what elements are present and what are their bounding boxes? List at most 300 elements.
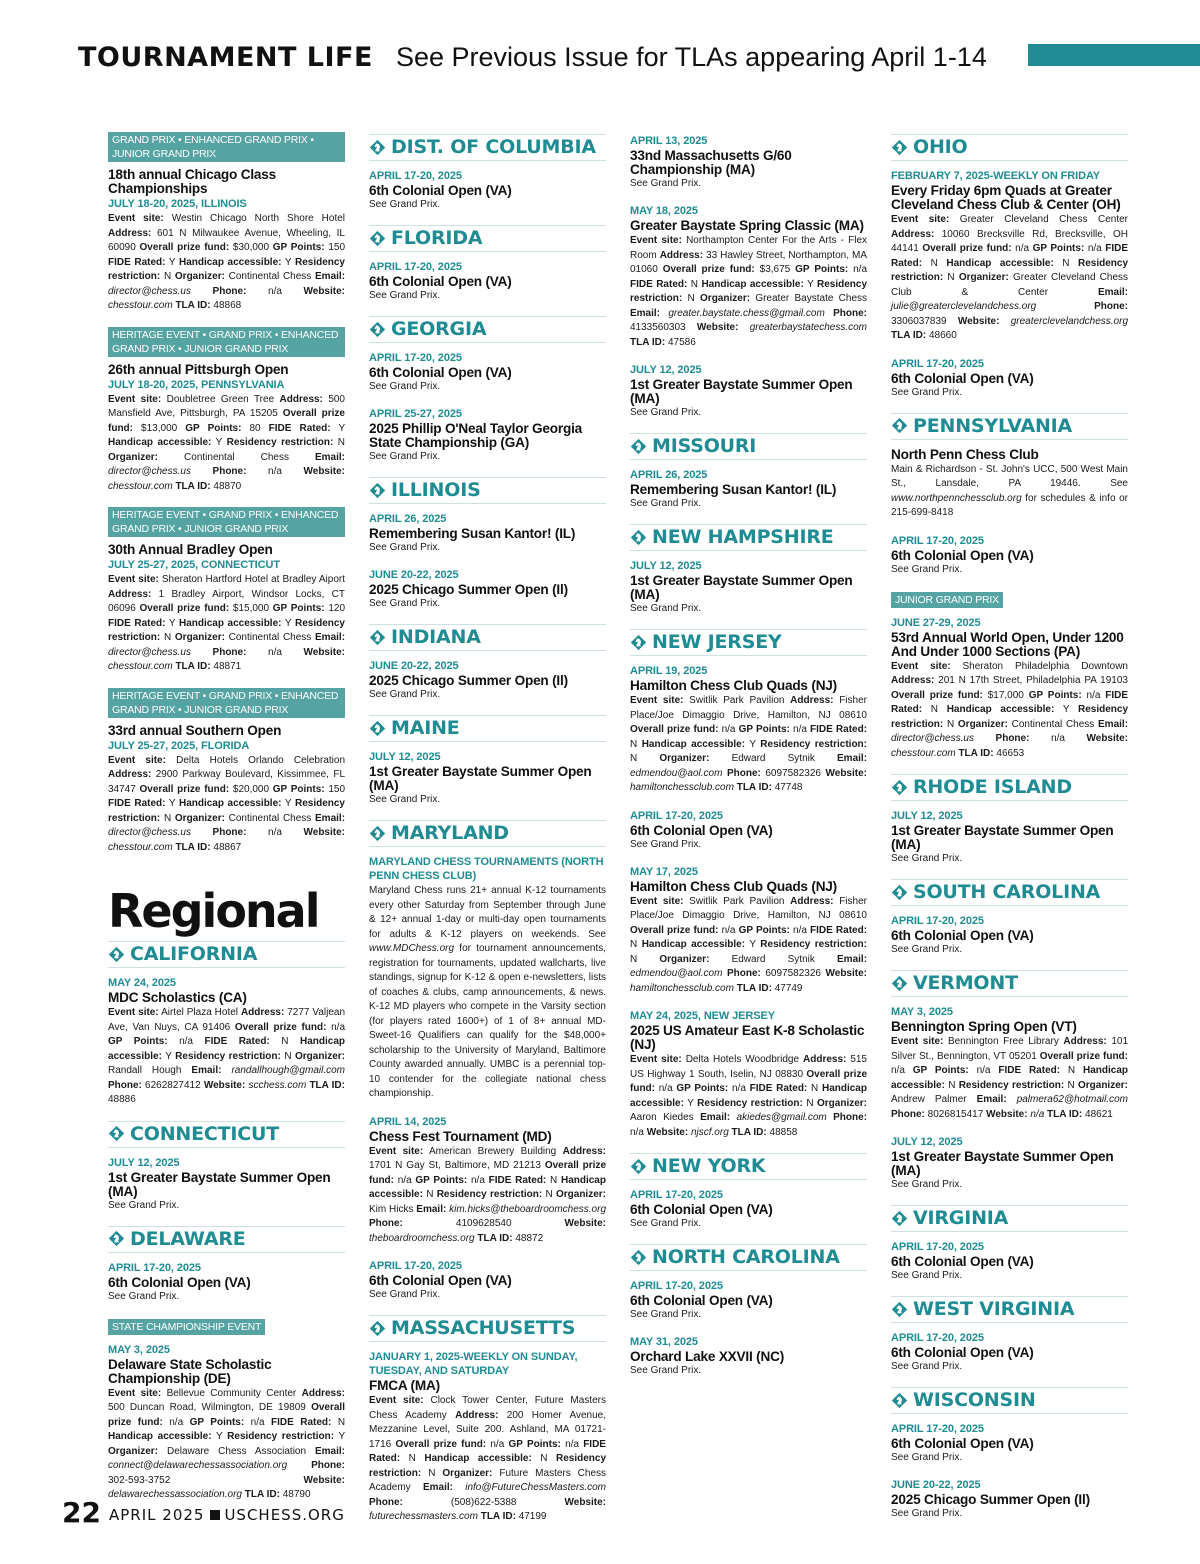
label-residency: Residency restriction: bbox=[891, 704, 1129, 730]
label-residency: Residency restriction: bbox=[760, 738, 867, 750]
value-organizer: Continental Chess bbox=[228, 632, 312, 643]
event-date: MAY 24, 2025, NEW JERSEY bbox=[630, 1010, 775, 1022]
event-date: JULY 25-27, 2025, CONNECTICUT bbox=[108, 559, 280, 571]
grand-prix-entry bbox=[108, 132, 345, 314]
see-grand-prix: See Grand Prix. bbox=[630, 498, 702, 509]
value-handicap: Y bbox=[216, 1431, 223, 1442]
value-handicap: N bbox=[948, 1079, 956, 1091]
event-title: North Penn Chess Club bbox=[891, 446, 1039, 462]
event-date: JULY 12, 2025 bbox=[891, 810, 963, 822]
event-entry bbox=[891, 534, 1128, 577]
event-entry bbox=[630, 204, 867, 350]
value-email[interactable]: julie@greaterclevelandchess.org bbox=[891, 301, 1037, 312]
description-text-cont: for schedules & info or 215-699-8418 bbox=[891, 492, 1129, 518]
value-residency: N bbox=[163, 271, 172, 282]
grand-prix-entry bbox=[108, 688, 345, 856]
value-site: American Brewery Building bbox=[429, 1145, 557, 1157]
event-date: APRIL 17-20, 2025 bbox=[630, 1189, 723, 1201]
value-address: 500 Duncan Road, Wilmington, DE 19809 bbox=[108, 1402, 306, 1413]
event-date: APRIL 19, 2025 bbox=[630, 665, 708, 677]
value-handicap: Y bbox=[284, 256, 292, 268]
event-title: MDC Scholastics (CA) bbox=[108, 990, 247, 1005]
label-residency: Residency restriction: bbox=[630, 278, 868, 304]
value-site: Westin Chicago North Shore Hotel bbox=[171, 213, 345, 224]
label-organizer: Organizer: bbox=[958, 272, 1009, 283]
state-name: SOUTH CAROLINA bbox=[913, 881, 1101, 903]
value-website[interactable]: futurechessmasters.com bbox=[369, 1511, 478, 1522]
see-grand-prix: See Grand Prix. bbox=[108, 1290, 180, 1302]
value-gp: n/a bbox=[976, 1065, 991, 1076]
value-gp: n/a bbox=[1087, 243, 1102, 254]
value-website[interactable]: theboardroomchess.org bbox=[369, 1232, 475, 1244]
event-date: APRIL 17-20, 2025 bbox=[369, 170, 462, 182]
value-address: 601 N Milwaukee Avenue, Wheeling, IL 60090 bbox=[108, 227, 345, 253]
label-email: Email: bbox=[700, 1112, 731, 1123]
value-email[interactable]: randallhough@gmail.com bbox=[231, 1065, 345, 1076]
value-residency: N bbox=[806, 1097, 814, 1109]
label-fide-rated: FIDE Rated: bbox=[488, 1174, 547, 1186]
value-residency: N bbox=[163, 812, 172, 824]
chess-knight-diamond-icon bbox=[891, 884, 908, 901]
event-date: APRIL 26, 2025 bbox=[630, 469, 708, 481]
label-organizer: Organizer: bbox=[295, 1050, 346, 1062]
state-header bbox=[369, 715, 606, 742]
value-gp: n/a bbox=[565, 1438, 579, 1450]
value-residency: N bbox=[545, 1189, 553, 1200]
label-email: Email: bbox=[191, 1065, 222, 1076]
label-address: Address: bbox=[891, 228, 935, 240]
value-email[interactable]: greater.baystate.chess@gmail.com bbox=[668, 307, 825, 319]
see-grand-prix: See Grand Prix. bbox=[630, 603, 702, 614]
label-event-site: Event site: bbox=[108, 1387, 162, 1399]
value-handicap: N bbox=[540, 1453, 548, 1464]
value-fide: N bbox=[811, 1083, 819, 1094]
event-entry bbox=[369, 1259, 606, 1302]
label-gp-points: GP Points: bbox=[272, 603, 325, 614]
value-tla: 46653 bbox=[996, 747, 1025, 759]
label-website: Website: bbox=[825, 767, 867, 779]
state-header bbox=[891, 1387, 1128, 1414]
label-phone: Phone: bbox=[311, 1460, 345, 1471]
event-title: 2025 Chicago Summer Open (Il) bbox=[369, 582, 568, 597]
state-name: MAINE bbox=[391, 717, 460, 739]
value-website[interactable]: hamiltonchessclub.com bbox=[630, 982, 734, 994]
label-email: Email: bbox=[630, 307, 661, 319]
state-north-carolina bbox=[630, 1244, 867, 1378]
value-handicap: Y bbox=[284, 798, 292, 809]
label-fide-rated: FIDE Rated: bbox=[108, 617, 166, 629]
value-email[interactable]: kim.hicks@theboardroomchess.org bbox=[449, 1203, 607, 1215]
value-fide: N bbox=[630, 939, 638, 950]
event-title: 1st Greater Baystate Summer Open (MA) bbox=[369, 764, 592, 793]
event-entry bbox=[891, 809, 1128, 866]
chess-knight-diamond-icon bbox=[891, 417, 908, 434]
value-website[interactable]: greaterbaystatechess.com bbox=[749, 322, 867, 333]
event-entry bbox=[891, 357, 1128, 400]
chess-knight-diamond-icon bbox=[630, 634, 647, 651]
label-organizer: Organizer: bbox=[659, 953, 710, 965]
state-header bbox=[630, 433, 867, 460]
label-website: Website: bbox=[303, 646, 345, 658]
value-website[interactable]: delawarechessassociation.org bbox=[108, 1489, 242, 1500]
label-handicap: Handicap accessible: bbox=[946, 704, 1055, 715]
event-date: JULY 12, 2025 bbox=[369, 751, 441, 763]
value-tla: 47748 bbox=[774, 782, 803, 793]
label-event-site: Event site: bbox=[369, 1395, 424, 1406]
state-header bbox=[891, 1205, 1128, 1232]
state-header bbox=[630, 1244, 867, 1271]
value-tla: 48858 bbox=[769, 1126, 798, 1138]
value-organizer: Continental Chess bbox=[228, 271, 312, 282]
see-grand-prix: See Grand Prix. bbox=[630, 1309, 702, 1320]
see-grand-prix: See Grand Prix. bbox=[369, 199, 441, 210]
label-gp-points: GP Points: bbox=[1028, 689, 1082, 701]
event-entry bbox=[630, 363, 867, 420]
event-title: Hamilton Chess Club Quads (NJ) bbox=[630, 678, 837, 693]
value-prize: n/a bbox=[1015, 243, 1030, 254]
value-website[interactable]: scchess.com bbox=[248, 1079, 307, 1091]
value-phone: 6262827412 bbox=[145, 1079, 201, 1091]
state-georgia bbox=[369, 316, 606, 464]
state-name: MISSOURI bbox=[652, 435, 757, 457]
see-grand-prix: See Grand Prix. bbox=[891, 1179, 963, 1190]
value-organizer: Continental Chess bbox=[1011, 718, 1095, 730]
value-fide: N bbox=[337, 1416, 346, 1428]
label-phone: Phone: bbox=[369, 1218, 403, 1229]
event-title: 26th annual Pittsburgh Open bbox=[108, 361, 289, 377]
label-website: Website: bbox=[1086, 733, 1128, 744]
event-date: MAY 24, 2025 bbox=[108, 977, 176, 989]
state-header bbox=[369, 134, 606, 161]
label-handicap: Handicap accessible: bbox=[630, 1083, 867, 1109]
label-gp-points: GP Points: bbox=[795, 264, 849, 275]
value-residency: N bbox=[687, 293, 695, 304]
label-email: Email: bbox=[1098, 286, 1129, 298]
label-event-site: Event site: bbox=[891, 214, 950, 225]
event-entry bbox=[630, 1335, 867, 1378]
event-details bbox=[108, 754, 345, 856]
event-date: JULY 18-20, 2025, ILLINOIS bbox=[108, 198, 247, 210]
event-entry bbox=[891, 448, 1128, 521]
value-handicap: Y bbox=[807, 278, 814, 290]
value-email[interactable]: director@chess.us bbox=[891, 733, 974, 744]
label-prize-fund: Overall prize fund: bbox=[139, 242, 230, 253]
see-grand-prix: See Grand Prix. bbox=[891, 1361, 963, 1372]
value-prize: n/a bbox=[331, 1021, 346, 1033]
label-handicap: Handicap accessible: bbox=[424, 1453, 532, 1464]
label-organizer: Organizer: bbox=[442, 1467, 493, 1479]
value-fide: N bbox=[930, 257, 938, 269]
event-date: APRIL 13, 2025 bbox=[630, 135, 708, 147]
label-fide-rated: FIDE Rated: bbox=[630, 278, 688, 290]
state-name: NEW JERSEY bbox=[652, 631, 782, 653]
label-email: Email: bbox=[422, 1482, 453, 1493]
label-event-site: Event site: bbox=[630, 1054, 682, 1065]
value-tla: 48621 bbox=[1085, 1108, 1113, 1120]
value-gp: n/a bbox=[471, 1174, 485, 1186]
value-residency: N bbox=[1067, 1079, 1075, 1091]
event-date: MARYLAND CHESS TOURNAMENTS (NORTH PENN CHESS CLUB) bbox=[369, 856, 604, 882]
label-email: Email: bbox=[315, 1445, 346, 1457]
event-badge: GRAND PRIX • ENHANCED GRAND PRIX • JUNIOR GRAND PRIX bbox=[108, 132, 345, 162]
value-email[interactable]: info@FutureChessMasters.com bbox=[465, 1482, 606, 1493]
label-website: Website: bbox=[303, 466, 345, 477]
chess-knight-diamond-icon bbox=[369, 482, 386, 499]
value-website[interactable]: njscf.org bbox=[690, 1126, 729, 1138]
event-date: JULY 12, 2025 bbox=[891, 1136, 963, 1148]
value-prize: $13,000 bbox=[141, 422, 178, 434]
value-site: Delta Hotels Orlando Celebration bbox=[176, 754, 346, 766]
state-west-virginia bbox=[891, 1296, 1128, 1374]
event-title: Remembering Susan Kantor! (IL) bbox=[369, 526, 576, 541]
value-website[interactable]: hamiltonchessclub.com bbox=[630, 782, 734, 793]
value-prize: $30,000 bbox=[232, 242, 270, 253]
value-residency: N bbox=[947, 272, 955, 283]
event-title: Chess Fest Tournament (MD) bbox=[369, 1128, 552, 1144]
see-grand-prix: See Grand Prix. bbox=[630, 178, 702, 189]
value-email[interactable]: connect@delawarechessassociation.org bbox=[108, 1460, 288, 1471]
see-grand-prix: See Grand Prix. bbox=[369, 1289, 441, 1300]
value-email[interactable]: akiedes@gmail.com bbox=[736, 1112, 827, 1123]
see-grand-prix: See Grand Prix. bbox=[891, 386, 963, 398]
value-handicap: Y bbox=[165, 1050, 172, 1062]
event-date: APRIL 26, 2025 bbox=[369, 513, 447, 525]
see-grand-prix: See Grand Prix. bbox=[891, 563, 963, 575]
value-site: Clock Tower Center, Future Masters Chess Academy bbox=[369, 1395, 606, 1421]
see-grand-prix: See Grand Prix. bbox=[369, 542, 441, 553]
event-badge: HERITAGE EVENT • GRAND PRIX • ENHANCED GRAND PRIX • JUNIOR GRAND PRIX bbox=[108, 507, 345, 537]
state-header bbox=[369, 624, 606, 651]
value-email[interactable]: director@chess.us bbox=[108, 466, 191, 477]
state-florida bbox=[369, 225, 606, 303]
event-date: APRIL 17-20, 2025 bbox=[891, 1332, 984, 1344]
state-name: VERMONT bbox=[913, 972, 1018, 994]
label-phone: Phone: bbox=[995, 733, 1030, 744]
label-website: Website: bbox=[986, 1108, 1028, 1120]
label-email: Email: bbox=[315, 451, 346, 463]
value-organizer: Greater Baystate Chess bbox=[755, 293, 868, 304]
event-date: APRIL 25-27, 2025 bbox=[369, 408, 462, 420]
value-fide: N bbox=[930, 704, 939, 715]
label-residency: Residency restriction: bbox=[369, 1453, 607, 1479]
label-gp-points: GP Points: bbox=[738, 724, 790, 735]
event-details bbox=[369, 1145, 606, 1247]
value-email[interactable]: director@chess.us bbox=[108, 285, 191, 297]
label-residency: Residency restriction: bbox=[108, 798, 345, 824]
event-description bbox=[891, 463, 1128, 521]
label-tla-id: TLA ID: bbox=[477, 1232, 513, 1244]
state-name: NORTH CAROLINA bbox=[652, 1246, 840, 1268]
value-gp: 150 bbox=[328, 242, 346, 253]
event-entry bbox=[891, 914, 1128, 957]
event-entry bbox=[891, 1135, 1128, 1192]
label-prize-fund: Overall prize fund: bbox=[630, 724, 719, 735]
label-event-site: Event site: bbox=[630, 695, 684, 706]
value-organizer: Delaware Chess Association bbox=[166, 1445, 307, 1457]
issue-line bbox=[109, 1506, 345, 1524]
see-grand-prix: See Grand Prix. bbox=[108, 1199, 180, 1211]
label-gp-points: GP Points: bbox=[108, 1036, 168, 1047]
value-website[interactable]: chesstour.com bbox=[108, 841, 173, 853]
state-header bbox=[369, 1315, 606, 1342]
event-details bbox=[108, 212, 345, 314]
event-date: MAY 3, 2025 bbox=[108, 1343, 170, 1356]
event-entry bbox=[369, 1115, 606, 1247]
label-residency: Residency restriction: bbox=[227, 1431, 335, 1442]
label-phone: Phone: bbox=[833, 307, 868, 319]
value-tla: 47749 bbox=[774, 982, 803, 994]
value-website[interactable]: chesstour.com bbox=[108, 661, 173, 672]
label-residency: Residency restriction: bbox=[175, 1050, 281, 1062]
value-tla: 48871 bbox=[213, 661, 242, 672]
state-header bbox=[891, 774, 1128, 801]
state-delaware bbox=[108, 1226, 345, 1503]
label-handicap: Handicap accessible: bbox=[108, 1036, 346, 1062]
event-date: JULY 12, 2025 bbox=[630, 364, 702, 376]
chess-knight-diamond-icon bbox=[108, 946, 125, 963]
value-gp: n/a bbox=[179, 1036, 193, 1047]
value-prize: n/a bbox=[397, 1174, 412, 1186]
label-residency: Residency restriction: bbox=[226, 437, 334, 448]
event-details bbox=[630, 234, 867, 350]
state-name: OHIO bbox=[913, 136, 968, 158]
label-prize-fund: Overall prize fund: bbox=[630, 924, 719, 936]
label-event-site: Event site: bbox=[108, 393, 162, 405]
label-gp-points: GP Points: bbox=[1032, 243, 1085, 254]
label-residency: Residency restriction: bbox=[436, 1189, 543, 1200]
value-residency: N bbox=[284, 1050, 292, 1062]
state-header bbox=[630, 629, 867, 656]
value-organizer: Aaron Kiedes bbox=[630, 1112, 694, 1123]
label-tla-id: TLA ID: bbox=[175, 480, 211, 492]
event-date: JUNE 27-29, 2025 bbox=[891, 616, 981, 629]
state-header bbox=[369, 477, 606, 504]
label-handicap: Handicap accessible: bbox=[641, 939, 746, 950]
event-title: 18th annual Chicago Class Championships bbox=[108, 167, 276, 196]
value-email[interactable]: director@chess.us bbox=[108, 827, 191, 838]
state-name: CONNECTICUT bbox=[130, 1122, 279, 1145]
separator-square bbox=[210, 1510, 220, 1520]
value-address: 200 Homer Avenue, Mezzanine Level, Suite 200. Ashland, MA 01721-1716 bbox=[369, 1409, 607, 1450]
value-fide: Y bbox=[338, 422, 345, 434]
chess-knight-diamond-icon bbox=[630, 438, 647, 455]
description-link[interactable]: www.MDChess.org bbox=[369, 943, 455, 954]
value-email[interactable]: director@chess.us bbox=[108, 646, 191, 658]
label-prize-fund: Overall prize fund: bbox=[891, 689, 983, 701]
see-grand-prix: See Grand Prix. bbox=[630, 407, 702, 418]
value-email[interactable]: edmendou@aol.com bbox=[630, 767, 723, 779]
event-title: 6th Colonial Open (VA) bbox=[630, 1293, 773, 1308]
label-fide-rated: FIDE Rated: bbox=[268, 422, 331, 434]
label-address: Address: bbox=[279, 393, 323, 405]
event-date: JULY 12, 2025 bbox=[108, 1156, 180, 1169]
event-title: 2025 Chicago Summer Open (Il) bbox=[369, 673, 568, 688]
event-details bbox=[630, 1053, 867, 1140]
value-handicap: Y bbox=[215, 437, 223, 448]
value-address: 515 US Highway 1 South, Iselin, NJ 08830 bbox=[630, 1054, 867, 1080]
label-tla-id: TLA ID: bbox=[731, 1126, 767, 1138]
event-date: MAY 18, 2025 bbox=[630, 205, 698, 217]
event-date: JULY 25-27, 2025, FLORIDA bbox=[108, 739, 250, 752]
event-title: 33rd annual Southern Open bbox=[108, 722, 282, 738]
label-phone: Phone: bbox=[108, 1079, 142, 1091]
description-link[interactable]: www.northpennchessclub.org bbox=[891, 492, 1022, 504]
state-header bbox=[630, 524, 867, 551]
value-handicap: N bbox=[426, 1189, 434, 1200]
value-phone: 8026815417 bbox=[927, 1108, 984, 1120]
value-website[interactable]: chesstour.com bbox=[891, 747, 956, 759]
event-date: FEBRUARY 7, 2025-WEEKLY ON FRIDAY bbox=[891, 170, 1101, 182]
section-subtitle: See Previous Issue for TLAs appearing April 1-14 bbox=[396, 42, 987, 72]
label-website: Website: bbox=[303, 827, 345, 838]
see-grand-prix: See Grand Prix. bbox=[369, 598, 441, 609]
label-handicap: Handicap accessible: bbox=[178, 798, 282, 809]
label-gp-points: GP Points: bbox=[189, 1416, 245, 1428]
value-website[interactable]: chesstour.com bbox=[108, 300, 173, 311]
label-handicap: Handicap accessible: bbox=[178, 256, 282, 268]
event-title: 6th Colonial Open (VA) bbox=[891, 1436, 1034, 1451]
event-title: Bennington Spring Open (VT) bbox=[891, 1019, 1077, 1034]
label-email: Email: bbox=[976, 1094, 1007, 1105]
label-organizer: Organizer: bbox=[1077, 1079, 1128, 1091]
value-site: Switlik Park Pavilion bbox=[689, 695, 785, 706]
value-website[interactable]: greaterclevelandchess.org bbox=[1010, 315, 1129, 327]
value-prize: $3,675 bbox=[759, 264, 791, 275]
event-details bbox=[108, 393, 345, 495]
value-website[interactable]: chesstour.com bbox=[108, 480, 173, 492]
label-tla-id: TLA ID: bbox=[891, 330, 927, 341]
event-entry bbox=[891, 169, 1128, 344]
site-name: USCHESS.ORG bbox=[224, 1506, 345, 1524]
see-grand-prix: See Grand Prix. bbox=[891, 1508, 963, 1519]
value-fide: Y bbox=[168, 617, 176, 629]
chess-knight-diamond-icon bbox=[369, 139, 386, 156]
label-tla-id: TLA ID: bbox=[736, 982, 772, 994]
label-fide-rated: FIDE Rated: bbox=[108, 798, 166, 809]
column-3 bbox=[630, 132, 867, 1391]
label-tla-id: TLA ID: bbox=[175, 661, 211, 672]
label-handicap: Handicap accessible: bbox=[369, 1174, 606, 1200]
label-organizer: Organizer: bbox=[957, 718, 1008, 730]
value-tla: 48870 bbox=[213, 480, 242, 492]
label-address: Address: bbox=[790, 895, 834, 907]
value-email[interactable]: palmera62@hotmail.com bbox=[1016, 1094, 1128, 1105]
state-massachusetts bbox=[369, 1315, 606, 1525]
label-residency: Residency restriction: bbox=[697, 1097, 803, 1109]
value-organizer: Edward Sytnik bbox=[731, 753, 815, 764]
column-2 bbox=[369, 132, 606, 1538]
value-email[interactable]: edmendou@aol.com bbox=[630, 968, 723, 979]
state-maine bbox=[369, 715, 606, 807]
label-email: Email: bbox=[416, 1203, 447, 1215]
event-description bbox=[369, 884, 606, 1102]
label-event-site: Event site: bbox=[108, 574, 159, 585]
state-name: NEW YORK bbox=[652, 1155, 766, 1177]
label-tla-id: TLA ID: bbox=[736, 782, 772, 793]
state-header bbox=[108, 1226, 345, 1253]
event-title: FMCA (MA) bbox=[369, 1378, 440, 1393]
event-title: Delaware State Scholastic Championship (DE) bbox=[108, 1356, 272, 1386]
state-name: MARYLAND bbox=[391, 822, 509, 844]
event-entry bbox=[369, 169, 606, 212]
description-text: Maryland Chess runs 21+ annual K-12 tournaments every other Saturday from September through June & 12+ annual 1-day or multi-day open tournaments for adults & K-12 players on weekends. See bbox=[369, 885, 606, 940]
see-grand-prix: See Grand Prix. bbox=[891, 944, 963, 955]
see-grand-prix: See Grand Prix. bbox=[891, 1270, 963, 1281]
value-residency: N bbox=[428, 1467, 436, 1479]
value-prize: n/a bbox=[721, 724, 736, 735]
value-prize: n/a bbox=[169, 1416, 184, 1428]
state-header bbox=[369, 316, 606, 343]
